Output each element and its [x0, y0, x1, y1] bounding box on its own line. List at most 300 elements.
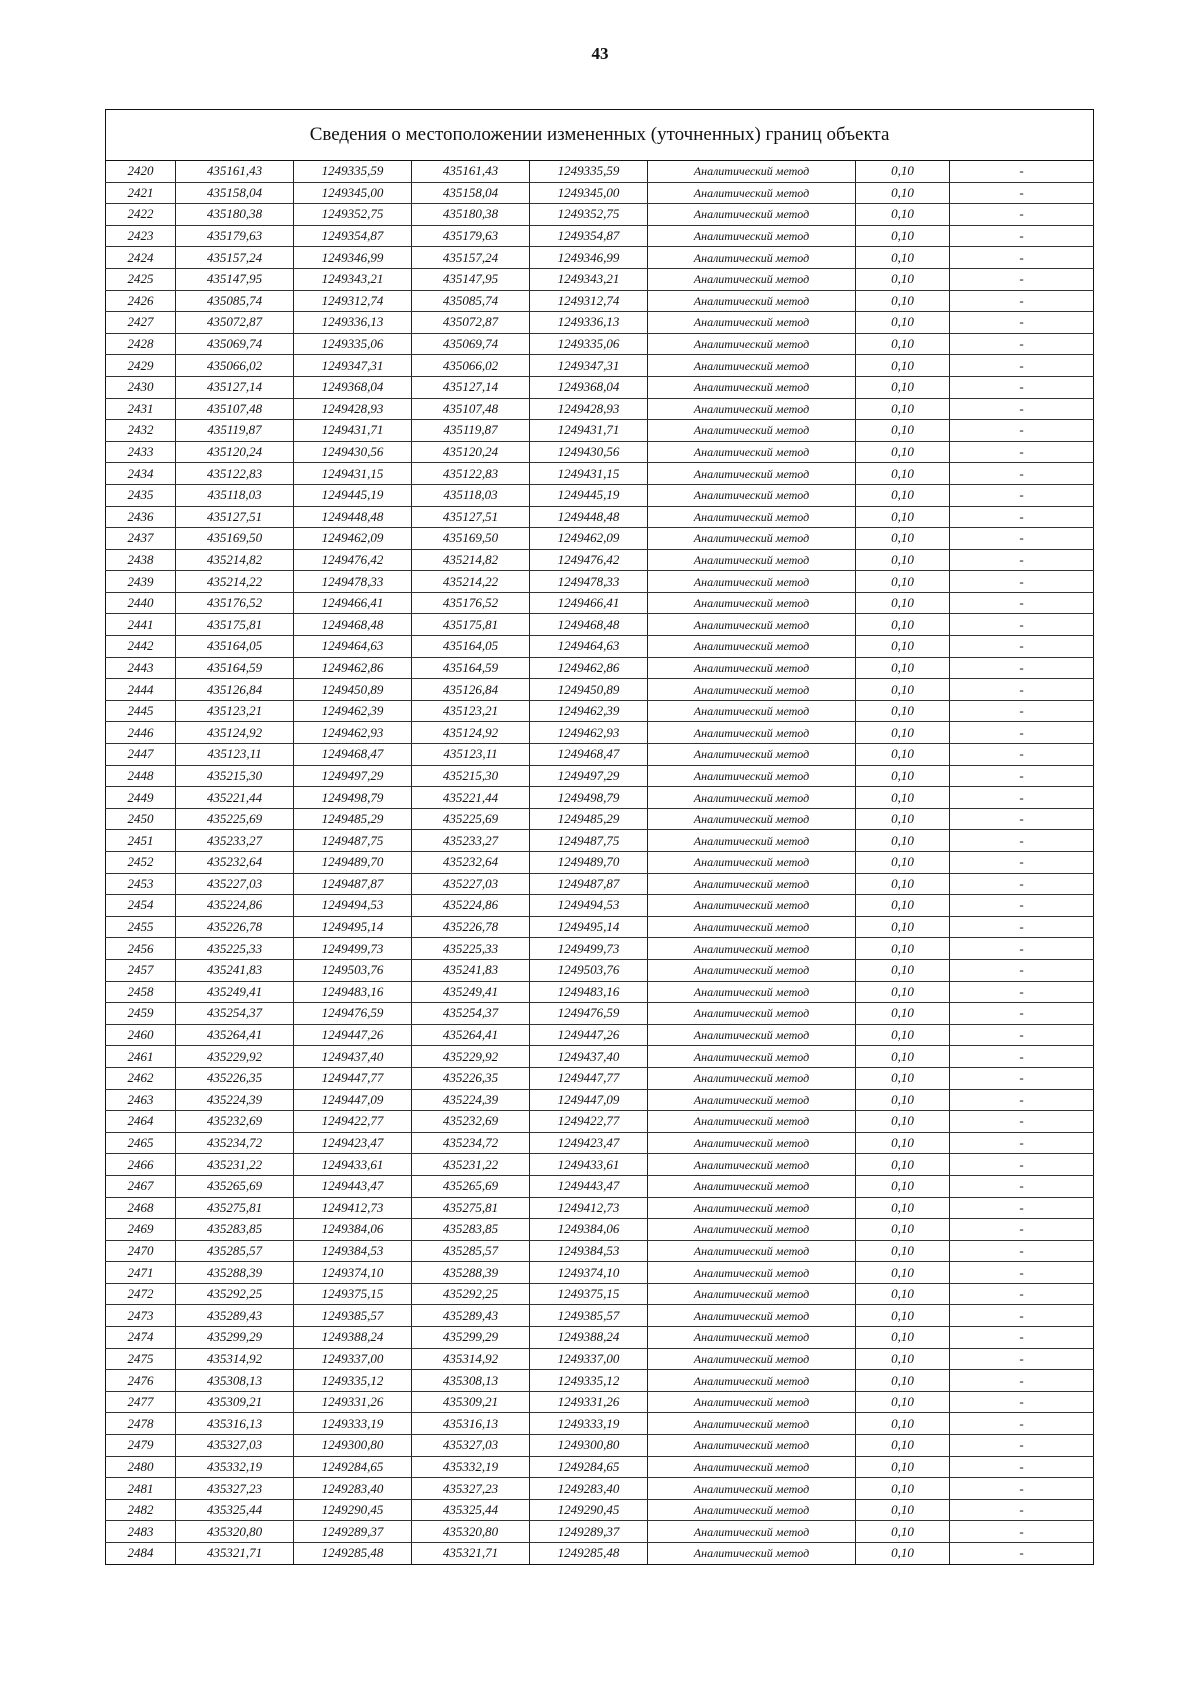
x-existing-cell: 435320,80 [176, 1521, 294, 1543]
y-new-cell: 1249312,74 [530, 290, 648, 312]
y-existing-cell: 1249487,87 [294, 873, 412, 895]
y-new-cell: 1249466,41 [530, 592, 648, 614]
x-new-cell: 435229,92 [412, 1046, 530, 1068]
x-existing-cell: 435265,69 [176, 1175, 294, 1197]
y-new-cell: 1249384,06 [530, 1219, 648, 1241]
x-new-cell: 435123,11 [412, 744, 530, 766]
x-new-cell: 435275,81 [412, 1197, 530, 1219]
x-new-cell: 435120,24 [412, 441, 530, 463]
point-number-cell: 2453 [106, 873, 176, 895]
method-cell: Аналитический метод [648, 1478, 856, 1500]
accuracy-cell: 0,10 [856, 1543, 950, 1565]
accuracy-cell: 0,10 [856, 268, 950, 290]
point-number-cell: 2422 [106, 204, 176, 226]
point-number-cell: 2466 [106, 1154, 176, 1176]
point-number-cell: 2449 [106, 787, 176, 809]
method-cell: Аналитический метод [648, 1348, 856, 1370]
x-new-cell: 435066,02 [412, 355, 530, 377]
x-existing-cell: 435314,92 [176, 1348, 294, 1370]
method-cell: Аналитический метод [648, 592, 856, 614]
point-number-cell: 2469 [106, 1219, 176, 1241]
accuracy-cell: 0,10 [856, 1197, 950, 1219]
method-cell: Аналитический метод [648, 1067, 856, 1089]
accuracy-cell: 0,10 [856, 1456, 950, 1478]
x-existing-cell: 435285,57 [176, 1240, 294, 1262]
x-existing-cell: 435119,87 [176, 420, 294, 442]
method-cell: Аналитический метод [648, 528, 856, 550]
x-new-cell: 435226,78 [412, 916, 530, 938]
method-cell: Аналитический метод [648, 787, 856, 809]
note-cell: - [950, 981, 1094, 1003]
table-row [106, 1046, 1094, 1068]
x-new-cell: 435316,13 [412, 1413, 530, 1435]
table-row [106, 1197, 1094, 1219]
accuracy-cell: 0,10 [856, 1305, 950, 1327]
accuracy-cell: 0,10 [856, 571, 950, 593]
y-existing-cell: 1249385,57 [294, 1305, 412, 1327]
point-number-cell: 2481 [106, 1478, 176, 1500]
y-new-cell: 1249485,29 [530, 808, 648, 830]
point-number-cell: 2428 [106, 333, 176, 355]
table-row [106, 398, 1094, 420]
y-existing-cell: 1249447,77 [294, 1067, 412, 1089]
y-new-cell: 1249483,16 [530, 981, 648, 1003]
point-number-cell: 2426 [106, 290, 176, 312]
y-new-cell: 1249354,87 [530, 225, 648, 247]
y-new-cell: 1249450,89 [530, 679, 648, 701]
method-cell: Аналитический метод [648, 376, 856, 398]
table-row [106, 247, 1094, 269]
point-number-cell: 2442 [106, 636, 176, 658]
x-existing-cell: 435316,13 [176, 1413, 294, 1435]
x-new-cell: 435069,74 [412, 333, 530, 355]
x-new-cell: 435225,33 [412, 938, 530, 960]
y-existing-cell: 1249468,48 [294, 614, 412, 636]
y-existing-cell: 1249468,47 [294, 744, 412, 766]
table-row [106, 895, 1094, 917]
table-row [106, 1413, 1094, 1435]
y-existing-cell: 1249499,73 [294, 938, 412, 960]
x-new-cell: 435309,21 [412, 1391, 530, 1413]
y-existing-cell: 1249487,75 [294, 830, 412, 852]
note-cell: - [950, 1003, 1094, 1025]
table-row [106, 959, 1094, 981]
method-cell: Аналитический метод [648, 1003, 856, 1025]
method-cell: Аналитический метод [648, 981, 856, 1003]
y-new-cell: 1249335,06 [530, 333, 648, 355]
accuracy-cell: 0,10 [856, 830, 950, 852]
x-new-cell: 435249,41 [412, 981, 530, 1003]
table-row [106, 1111, 1094, 1133]
method-cell: Аналитический метод [648, 1197, 856, 1219]
y-new-cell: 1249428,93 [530, 398, 648, 420]
method-cell: Аналитический метод [648, 1370, 856, 1392]
accuracy-cell: 0,10 [856, 1024, 950, 1046]
method-cell: Аналитический метод [648, 1499, 856, 1521]
x-existing-cell: 435283,85 [176, 1219, 294, 1241]
y-existing-cell: 1249485,29 [294, 808, 412, 830]
note-cell: - [950, 290, 1094, 312]
accuracy-cell: 0,10 [856, 549, 950, 571]
method-cell: Аналитический метод [648, 290, 856, 312]
method-cell: Аналитический метод [648, 636, 856, 658]
x-existing-cell: 435179,63 [176, 225, 294, 247]
table-row [106, 679, 1094, 701]
y-existing-cell: 1249384,06 [294, 1219, 412, 1241]
note-cell: - [950, 1240, 1094, 1262]
method-cell: Аналитический метод [648, 161, 856, 183]
y-existing-cell: 1249300,80 [294, 1435, 412, 1457]
note-cell: - [950, 268, 1094, 290]
note-cell: - [950, 830, 1094, 852]
y-existing-cell: 1249335,12 [294, 1370, 412, 1392]
point-number-cell: 2468 [106, 1197, 176, 1219]
accuracy-cell: 0,10 [856, 765, 950, 787]
y-existing-cell: 1249384,53 [294, 1240, 412, 1262]
y-existing-cell: 1249476,42 [294, 549, 412, 571]
y-existing-cell: 1249503,76 [294, 959, 412, 981]
method-cell: Аналитический метод [648, 1521, 856, 1543]
y-new-cell: 1249462,39 [530, 700, 648, 722]
x-new-cell: 435314,92 [412, 1348, 530, 1370]
table-row [106, 1003, 1094, 1025]
x-existing-cell: 435327,03 [176, 1435, 294, 1457]
method-cell: Аналитический метод [648, 1240, 856, 1262]
x-new-cell: 435224,86 [412, 895, 530, 917]
method-cell: Аналитический метод [648, 1305, 856, 1327]
x-new-cell: 435254,37 [412, 1003, 530, 1025]
x-existing-cell: 435164,59 [176, 657, 294, 679]
method-cell: Аналитический метод [648, 700, 856, 722]
accuracy-cell: 0,10 [856, 981, 950, 1003]
method-cell: Аналитический метод [648, 420, 856, 442]
note-cell: - [950, 1348, 1094, 1370]
method-cell: Аналитический метод [648, 938, 856, 960]
accuracy-cell: 0,10 [856, 355, 950, 377]
x-new-cell: 435164,59 [412, 657, 530, 679]
accuracy-cell: 0,10 [856, 441, 950, 463]
point-number-cell: 2441 [106, 614, 176, 636]
method-cell: Аналитический метод [648, 1024, 856, 1046]
note-cell: - [950, 787, 1094, 809]
y-new-cell: 1249374,10 [530, 1262, 648, 1284]
point-number-cell: 2463 [106, 1089, 176, 1111]
y-existing-cell: 1249462,39 [294, 700, 412, 722]
y-new-cell: 1249284,65 [530, 1456, 648, 1478]
note-cell: - [950, 463, 1094, 485]
x-existing-cell: 435232,69 [176, 1111, 294, 1133]
accuracy-cell: 0,10 [856, 852, 950, 874]
note-cell: - [950, 1197, 1094, 1219]
accuracy-cell: 0,10 [856, 1067, 950, 1089]
method-cell: Аналитический метод [648, 182, 856, 204]
table-title: Сведения о местоположении измененных (уточненных) границ объекта [106, 110, 1094, 161]
point-number-cell: 2443 [106, 657, 176, 679]
y-existing-cell: 1249412,73 [294, 1197, 412, 1219]
table-row [106, 376, 1094, 398]
method-cell: Аналитический метод [648, 463, 856, 485]
y-new-cell: 1249430,56 [530, 441, 648, 463]
point-number-cell: 2425 [106, 268, 176, 290]
page-number: 43 [591, 44, 609, 63]
accuracy-cell: 0,10 [856, 722, 950, 744]
accuracy-cell: 0,10 [856, 700, 950, 722]
table-row [106, 1283, 1094, 1305]
method-cell: Аналитический метод [648, 614, 856, 636]
x-new-cell: 435215,30 [412, 765, 530, 787]
accuracy-cell: 0,10 [856, 1003, 950, 1025]
method-cell: Аналитический метод [648, 1175, 856, 1197]
y-existing-cell: 1249497,29 [294, 765, 412, 787]
method-cell: Аналитический метод [648, 959, 856, 981]
point-number-cell: 2457 [106, 959, 176, 981]
x-new-cell: 435221,44 [412, 787, 530, 809]
method-cell: Аналитический метод [648, 765, 856, 787]
table-row [106, 1499, 1094, 1521]
y-new-cell: 1249476,59 [530, 1003, 648, 1025]
accuracy-cell: 0,10 [856, 528, 950, 550]
x-existing-cell: 435309,21 [176, 1391, 294, 1413]
note-cell: - [950, 204, 1094, 226]
y-existing-cell: 1249333,19 [294, 1413, 412, 1435]
x-new-cell: 435107,48 [412, 398, 530, 420]
table-row [106, 506, 1094, 528]
x-existing-cell: 435226,35 [176, 1067, 294, 1089]
y-new-cell: 1249478,33 [530, 571, 648, 593]
x-existing-cell: 435321,71 [176, 1543, 294, 1565]
boundary-table [105, 109, 1094, 1565]
table-row [106, 1305, 1094, 1327]
y-new-cell: 1249336,13 [530, 312, 648, 334]
y-new-cell: 1249337,00 [530, 1348, 648, 1370]
method-cell: Аналитический метод [648, 1219, 856, 1241]
note-cell: - [950, 808, 1094, 830]
note-cell: - [950, 376, 1094, 398]
y-existing-cell: 1249312,74 [294, 290, 412, 312]
y-existing-cell: 1249375,15 [294, 1283, 412, 1305]
method-cell: Аналитический метод [648, 1111, 856, 1133]
x-new-cell: 435119,87 [412, 420, 530, 442]
y-new-cell: 1249495,14 [530, 916, 648, 938]
point-number-cell: 2484 [106, 1543, 176, 1565]
note-cell: - [950, 636, 1094, 658]
point-number-cell: 2464 [106, 1111, 176, 1133]
x-existing-cell: 435072,87 [176, 312, 294, 334]
y-existing-cell: 1249335,06 [294, 333, 412, 355]
y-existing-cell: 1249447,26 [294, 1024, 412, 1046]
table-row [106, 852, 1094, 874]
y-existing-cell: 1249337,00 [294, 1348, 412, 1370]
table-row [106, 657, 1094, 679]
table-row [106, 636, 1094, 658]
x-new-cell: 435123,21 [412, 700, 530, 722]
accuracy-cell: 0,10 [856, 592, 950, 614]
note-cell: - [950, 765, 1094, 787]
accuracy-cell: 0,10 [856, 744, 950, 766]
note-cell: - [950, 1219, 1094, 1241]
method-cell: Аналитический метод [648, 1543, 856, 1565]
y-existing-cell: 1249483,16 [294, 981, 412, 1003]
y-new-cell: 1249431,15 [530, 463, 648, 485]
x-existing-cell: 435157,24 [176, 247, 294, 269]
x-new-cell: 435292,25 [412, 1283, 530, 1305]
y-existing-cell: 1249478,33 [294, 571, 412, 593]
point-number-cell: 2458 [106, 981, 176, 1003]
note-cell: - [950, 938, 1094, 960]
note-cell: - [950, 959, 1094, 981]
table-row [106, 1543, 1094, 1565]
point-number-cell: 2420 [106, 161, 176, 183]
x-new-cell: 435289,43 [412, 1305, 530, 1327]
x-new-cell: 435233,27 [412, 830, 530, 852]
y-new-cell: 1249499,73 [530, 938, 648, 960]
x-existing-cell: 435225,69 [176, 808, 294, 830]
y-existing-cell: 1249494,53 [294, 895, 412, 917]
point-number-cell: 2446 [106, 722, 176, 744]
x-existing-cell: 435292,25 [176, 1283, 294, 1305]
y-new-cell: 1249494,53 [530, 895, 648, 917]
point-number-cell: 2447 [106, 744, 176, 766]
y-existing-cell: 1249284,65 [294, 1456, 412, 1478]
note-cell: - [950, 1111, 1094, 1133]
table-row [106, 873, 1094, 895]
table-row [106, 1435, 1094, 1457]
x-existing-cell: 435226,78 [176, 916, 294, 938]
method-cell: Аналитический метод [648, 225, 856, 247]
note-cell: - [950, 1283, 1094, 1305]
y-new-cell: 1249289,37 [530, 1521, 648, 1543]
note-cell: - [950, 161, 1094, 183]
y-new-cell: 1249487,75 [530, 830, 648, 852]
x-new-cell: 435232,69 [412, 1111, 530, 1133]
accuracy-cell: 0,10 [856, 1132, 950, 1154]
y-new-cell: 1249283,40 [530, 1478, 648, 1500]
table-row [106, 1175, 1094, 1197]
note-cell: - [950, 182, 1094, 204]
y-existing-cell: 1249443,47 [294, 1175, 412, 1197]
note-cell: - [950, 873, 1094, 895]
accuracy-cell: 0,10 [856, 1175, 950, 1197]
y-existing-cell: 1249354,87 [294, 225, 412, 247]
x-existing-cell: 435288,39 [176, 1262, 294, 1284]
table-row [106, 484, 1094, 506]
y-new-cell: 1249335,59 [530, 161, 648, 183]
point-number-cell: 2429 [106, 355, 176, 377]
y-new-cell: 1249431,71 [530, 420, 648, 442]
point-number-cell: 2473 [106, 1305, 176, 1327]
accuracy-cell: 0,10 [856, 1111, 950, 1133]
table-row [106, 744, 1094, 766]
accuracy-cell: 0,10 [856, 247, 950, 269]
x-new-cell: 435225,69 [412, 808, 530, 830]
method-cell: Аналитический метод [648, 441, 856, 463]
method-cell: Аналитический метод [648, 679, 856, 701]
point-number-cell: 2427 [106, 312, 176, 334]
point-number-cell: 2476 [106, 1370, 176, 1392]
note-cell: - [950, 1067, 1094, 1089]
y-existing-cell: 1249290,45 [294, 1499, 412, 1521]
x-existing-cell: 435214,22 [176, 571, 294, 593]
note-cell: - [950, 1478, 1094, 1500]
accuracy-cell: 0,10 [856, 1046, 950, 1068]
y-new-cell: 1249476,42 [530, 549, 648, 571]
accuracy-cell: 0,10 [856, 484, 950, 506]
x-new-cell: 435127,51 [412, 506, 530, 528]
x-existing-cell: 435176,52 [176, 592, 294, 614]
note-cell: - [950, 1435, 1094, 1457]
point-number-cell: 2480 [106, 1456, 176, 1478]
y-existing-cell: 1249388,24 [294, 1327, 412, 1349]
x-new-cell: 435072,87 [412, 312, 530, 334]
note-cell: - [950, 1327, 1094, 1349]
x-existing-cell: 435225,33 [176, 938, 294, 960]
accuracy-cell: 0,10 [856, 1348, 950, 1370]
x-new-cell: 435321,71 [412, 1543, 530, 1565]
y-existing-cell: 1249346,99 [294, 247, 412, 269]
x-new-cell: 435179,63 [412, 225, 530, 247]
note-cell: - [950, 1024, 1094, 1046]
x-new-cell: 435234,72 [412, 1132, 530, 1154]
point-number-cell: 2454 [106, 895, 176, 917]
note-cell: - [950, 441, 1094, 463]
method-cell: Аналитический метод [648, 312, 856, 334]
y-existing-cell: 1249462,09 [294, 528, 412, 550]
y-existing-cell: 1249447,09 [294, 1089, 412, 1111]
x-new-cell: 435124,92 [412, 722, 530, 744]
accuracy-cell: 0,10 [856, 787, 950, 809]
point-number-cell: 2438 [106, 549, 176, 571]
x-existing-cell: 435264,41 [176, 1024, 294, 1046]
point-number-cell: 2462 [106, 1067, 176, 1089]
accuracy-cell: 0,10 [856, 161, 950, 183]
y-existing-cell: 1249437,40 [294, 1046, 412, 1068]
method-cell: Аналитический метод [648, 1413, 856, 1435]
accuracy-cell: 0,10 [856, 808, 950, 830]
accuracy-cell: 0,10 [856, 895, 950, 917]
note-cell: - [950, 1543, 1094, 1565]
point-number-cell: 2474 [106, 1327, 176, 1349]
point-number-cell: 2444 [106, 679, 176, 701]
table-row [106, 549, 1094, 571]
table-row [106, 355, 1094, 377]
note-cell: - [950, 506, 1094, 528]
accuracy-cell: 0,10 [856, 614, 950, 636]
table-row [106, 1456, 1094, 1478]
y-new-cell: 1249447,77 [530, 1067, 648, 1089]
x-existing-cell: 435123,11 [176, 744, 294, 766]
accuracy-cell: 0,10 [856, 225, 950, 247]
accuracy-cell: 0,10 [856, 1435, 950, 1457]
table-row [106, 290, 1094, 312]
y-existing-cell: 1249422,77 [294, 1111, 412, 1133]
point-number-cell: 2423 [106, 225, 176, 247]
note-cell: - [950, 1175, 1094, 1197]
x-new-cell: 435127,14 [412, 376, 530, 398]
x-existing-cell: 435254,37 [176, 1003, 294, 1025]
x-existing-cell: 435180,38 [176, 204, 294, 226]
x-existing-cell: 435126,84 [176, 679, 294, 701]
note-cell: - [950, 916, 1094, 938]
point-number-cell: 2459 [106, 1003, 176, 1025]
method-cell: Аналитический метод [648, 484, 856, 506]
y-new-cell: 1249352,75 [530, 204, 648, 226]
note-cell: - [950, 657, 1094, 679]
y-new-cell: 1249343,21 [530, 268, 648, 290]
point-number-cell: 2435 [106, 484, 176, 506]
y-existing-cell: 1249445,19 [294, 484, 412, 506]
table-row [106, 333, 1094, 355]
accuracy-cell: 0,10 [856, 333, 950, 355]
